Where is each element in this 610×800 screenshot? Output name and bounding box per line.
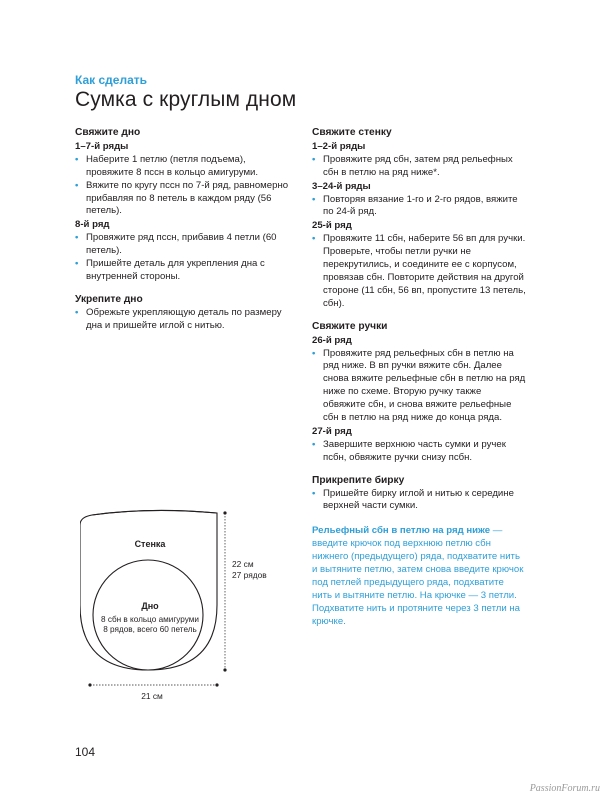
page-title: Сумка с круглым дном — [75, 88, 297, 111]
bag-diagram — [80, 505, 330, 705]
watermark: PassionForum.ru — [529, 783, 600, 794]
section-kicker: Как сделать — [75, 73, 147, 87]
width-dimension — [88, 683, 218, 686]
list-item — [75, 232, 290, 258]
left-column — [75, 127, 290, 333]
bullet-icon: • — [312, 438, 316, 450]
section-heading: Свяжите стенку — [312, 127, 392, 138]
list-item-text: Провяжите ряд рельефных сбн в петлю на ряд ниже. В вп ручки вяжите сбн. Далее снова вяжите рельефные сбн в петлю на ряд ниже по схеме. Вторую ручку также обвяжите сбн, и снова вяжите рельефные сбн в петлю на ряд ниже до конца ряда. — [323, 347, 526, 424]
bullet-icon: • — [312, 233, 316, 245]
page-number: 104 — [75, 745, 96, 759]
right-column — [312, 127, 526, 629]
list-item-text: Провяжите ряд сбн, затем ряд рельефных сбн в петлю на ряд ниже*. — [323, 153, 513, 178]
height-dimension — [223, 511, 226, 671]
list-item — [312, 154, 526, 180]
list-item-text: Провяжите 11 сбн, наберите 56 вп для ручки. Проверьте, чтобы петли ручки не перекрутились, и соедините ее с корпусом, провязав сбн. Повторите действия на другой стороне (11 сбн, 56 вп, пропустите 13 петель, сбн). — [323, 233, 526, 309]
bottom-desc-1: 8 сбн в кольцо амигуруми — [101, 615, 199, 624]
bullet-icon: • — [75, 306, 79, 318]
list-item — [312, 233, 526, 310]
list-item-text: Пришейте деталь для укрепления дна с внутренней стороны. — [86, 258, 265, 282]
list-item — [312, 348, 526, 425]
row-heading: 26-й ряд — [312, 334, 352, 346]
note-text: — введите крючок под верхнюю петлю сбн нижнего (предыдущего) ряда, подхватите нить и вытяните петлю, затем снова введите крючок под петлей предыдущего ряда, подхватите нить и вытяните петлю. На крючке — 3 петли. Подхватите нить и протяните через 3 петли на крючке. — [312, 525, 524, 627]
row-heading: 27-й ряд — [312, 425, 352, 437]
section-heading: Свяжите ручки — [312, 320, 388, 332]
list-item-text: Наберите 1 петлю (петля подъема), провяжите 8 пссн в кольцо амигуруми. — [86, 153, 259, 178]
note-term: Рельефный сбн в петлю на ряд ниже — [312, 525, 491, 537]
technique-note — [312, 525, 526, 628]
width-label: 21 см — [141, 691, 163, 701]
section-heading: Укрепите дно — [75, 293, 143, 305]
section-heading: Свяжите дно — [75, 127, 141, 138]
list-item — [312, 488, 526, 514]
bullet-icon: • — [312, 487, 316, 499]
height-label-1: 22 см — [232, 559, 254, 569]
list-item-text: Завершите верхнюю часть сумки и ручек псбн, обвяжите ручки снизу псбн. — [323, 438, 506, 463]
bullet-icon: • — [75, 179, 79, 191]
bullet-icon: • — [75, 232, 79, 244]
bottom-label: Дно — [141, 601, 159, 611]
list-item — [75, 307, 290, 333]
bullet-icon: • — [75, 258, 79, 270]
list-item-text: Обрежьте укрепляющую деталь по размеру дна и пришейте иглой с нитью. — [86, 306, 282, 331]
section-heading: Прикрепите бирку — [312, 474, 405, 486]
row-heading: 8-й ряд — [75, 219, 110, 231]
bullet-icon: • — [312, 347, 316, 359]
bullet-icon: • — [312, 153, 316, 165]
list-item-text: Повторяя вязание 1-го и 2-го рядов, вяжите по 24-й ряд. — [323, 193, 518, 218]
row-heading: 25-й ряд — [312, 220, 352, 232]
list-item — [75, 154, 290, 180]
bullet-icon: • — [75, 153, 79, 165]
bag-top-edge — [92, 510, 217, 515]
bullet-icon: • — [312, 193, 316, 205]
list-item — [312, 439, 526, 465]
wall-label: Стенка — [134, 539, 166, 549]
bag-outline — [80, 510, 217, 670]
list-item-text: Вяжите по кругу пссн по 7-й ряд, равномерно прибавляя по 8 петель в каждом ряду (56 петель). — [86, 179, 289, 217]
bottom-desc-2: 8 рядов, всего 60 петель — [103, 625, 197, 634]
list-item — [75, 180, 290, 219]
list-item — [75, 258, 290, 284]
height-label-2: 27 рядов — [232, 570, 267, 580]
row-heading: 1–2-й ряды — [312, 140, 366, 152]
row-heading: 3–24-й ряды — [312, 180, 371, 192]
row-heading: 1–7-й ряды — [75, 140, 129, 152]
list-item-text: Пришейте бирку иглой и нитью к середине верхней части сумки. — [323, 487, 514, 512]
list-item-text: Провяжите ряд пссн, прибавив 4 петли (60 петель). — [86, 232, 277, 257]
list-item — [312, 194, 526, 220]
